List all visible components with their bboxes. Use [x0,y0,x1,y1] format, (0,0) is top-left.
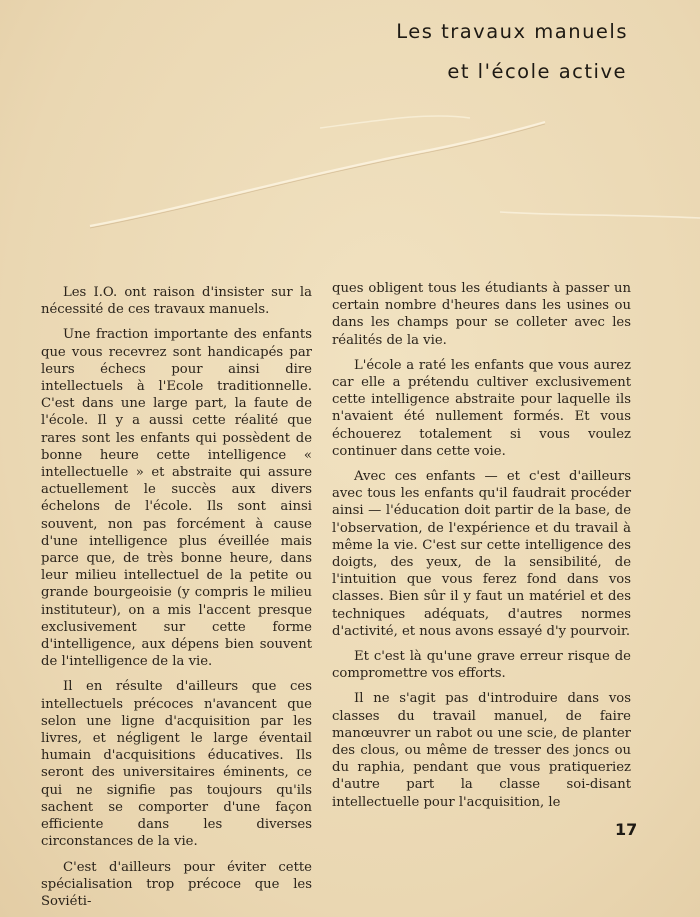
page-number: 17 [615,820,638,839]
paragraph: C'est d'ailleurs pour éviter cette spécialisation trop précoce que les Soviéti- [41,859,312,909]
paragraph: Une fraction importante des enfants que vous recevrez sont handicapés par leurs échecs pour ainsi dire intellectuels à l'Ecole traditionnelle. C'est dans une large part, la faute de l'école. Il y a aussi cette réalité que rares sont les enfants qui possèdent de bonne heure cette intelligence « intellectuelle » et abstraite qui assure actuellement le succès aux divers échelons de l'école. Ils sont ainsi souvent, non pas forcément à cause d'une intelligence plus éveillée mais parce que, de très bonne heure, dans leur milieu intellectuel de la petite ou grande bourgeoisie (y compris le milieu instituteur), on a mis l'accent presque exclusivement sur cette forme d'intelligence, aux dépens bien souvent de l'intelligence de la vie. [41,327,312,670]
article-title-line-1: Les travaux manuels [396,20,628,43]
paragraph: Il en résulte d'ailleurs que ces intellectuels précoces n'avancent que selon une ligne d'acquisition par les livres, et négligent le large éventail humain d'acquisitions éducatives. Ils seront des universitaires éminents, ce qui ne signifie pas toujours qu'ils sachent se comporter d'une façon efficiente dans les diverses circonstances de la vie. [41,679,312,850]
article-title-line-2: et l'école active [447,60,627,83]
left-text-column [41,284,312,917]
paragraph: Avec ces enfants — et c'est d'ailleurs avec tous les enfants qu'il faudrait procéder ainsi — l'éducation doit partir de la base, de l'observation, de l'expérience et du travail à même la vie. C'est sur cette intelligence des doigts, des yeux, de la sensibilité, de l'intuition que vous ferez fond dans vos classes. Bien sûr il y faut un matériel et des techniques adéquats, d'autres normes d'activité, et nous avons essayé d'y pourvoir. [332,469,631,639]
paragraph-continued: ques obligent tous les étudiants à passer un certain nombre d'heures dans les usines ou dans les champs pour se colleter avec les réalités de la vie. [332,281,631,348]
right-text-column [332,280,631,819]
paragraph: Les I.O. ont raison d'insister sur la nécessité de ces travaux manuels. [41,285,312,318]
paragraph: Il ne s'agit pas d'introduire dans vos classes du travail manuel, de faire manœuvrer un rabot ou une scie, de planter des clous, ou même de tresser des joncs ou du raphia, pendant que vous pratiqueriez d'autre part la classe soi-disant intellectuelle pour l'acquisition, le [332,691,631,810]
paragraph: Et c'est là qu'une grave erreur risque de compromettre vos efforts. [332,649,631,682]
paragraph: L'école a raté les enfants que vous aurez car elle a prétendu cultiver exclusivement cette intelligence abstraite pour laquelle ils n'avaient été nullement formés. Et vous échouerez totalement si vous voulez continuer dans cette voie. [332,357,631,459]
